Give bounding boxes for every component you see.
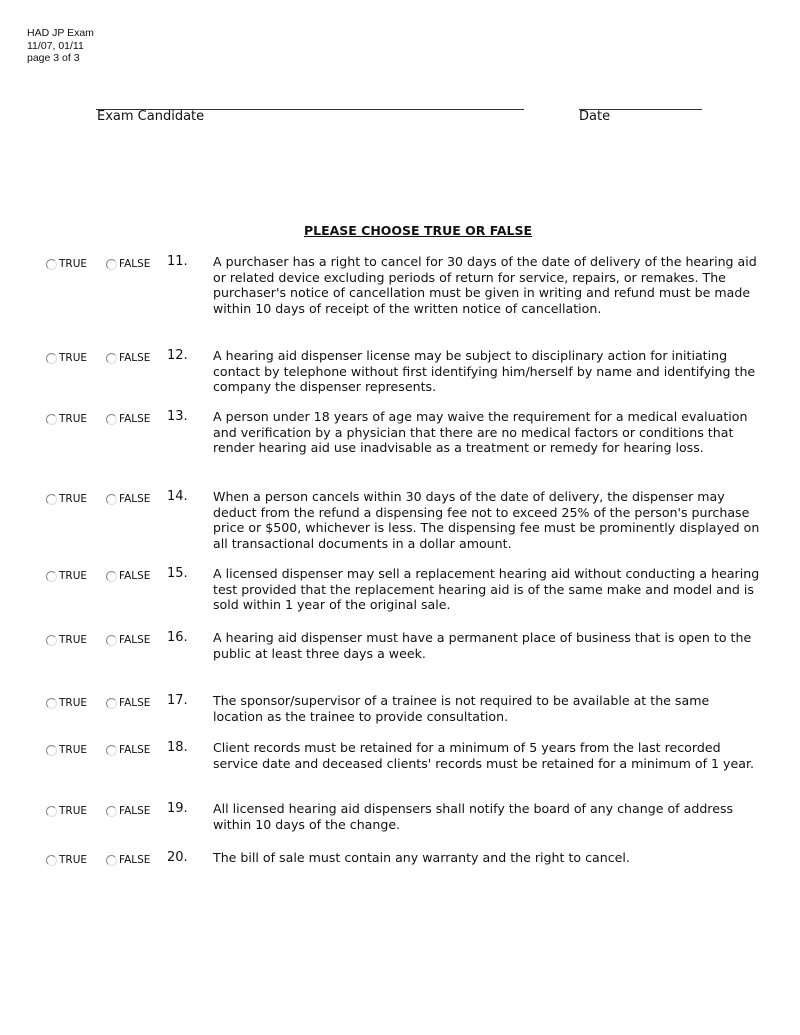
question-number: 11. (167, 254, 188, 269)
question-text: A person under 18 years of age may waive the requirement for a medical evaluation and verification by a physician that there are no medical factors or conditions that render hearing aid use inadvisable as a treatment or remedy for hearing loss. (213, 409, 748, 456)
candidate-label: Exam Candidate (97, 109, 205, 124)
false-option[interactable] (106, 697, 150, 709)
true-label: TRUE (59, 697, 88, 709)
radio-button-false[interactable] (106, 635, 117, 646)
question-number: 19. (167, 801, 188, 816)
false-option[interactable] (106, 634, 150, 646)
question-number: 20. (167, 850, 188, 865)
false-label: FALSE (119, 744, 151, 756)
true-label: TRUE (59, 570, 88, 582)
false-option[interactable] (106, 413, 150, 425)
question-number: 13. (167, 409, 188, 424)
true-label: TRUE (59, 854, 88, 866)
question-text: All licensed hearing aid dispensers shall notify the board of any change of address within 10 days of the change. (213, 801, 734, 832)
false-option[interactable] (106, 744, 150, 756)
question-text: The bill of sale must contain any warranty and the right to cancel. (213, 850, 630, 865)
true-option[interactable] (46, 570, 87, 582)
question-text: A purchaser has a right to cancel for 30 days of the date of delivery of the hearing aid or related device excluding periods of return for service, repairs, or remakes. The purchaser's notice of cancellation must be given in writing and refund must be made within 10 days of receipt of the written notice of cancellation. (213, 254, 757, 317)
false-label: FALSE (119, 352, 151, 364)
radio-button-false[interactable] (106, 414, 117, 425)
true-option[interactable] (46, 805, 87, 817)
true-label: TRUE (59, 352, 88, 364)
false-label: FALSE (119, 570, 151, 582)
radio-button-false[interactable] (106, 353, 117, 364)
true-option[interactable] (46, 854, 87, 866)
true-option[interactable] (46, 634, 87, 646)
true-option[interactable] (46, 493, 87, 505)
question-number: 16. (167, 630, 188, 645)
question-number: 15. (167, 566, 188, 581)
radio-button-true[interactable] (46, 353, 57, 364)
radio-button-true[interactable] (46, 745, 57, 756)
false-option[interactable] (106, 570, 150, 582)
true-label: TRUE (59, 413, 88, 425)
true-label: TRUE (59, 634, 88, 646)
radio-button-false[interactable] (106, 494, 117, 505)
page-title: PLEASE CHOOSE TRUE OR FALSE (303, 223, 533, 238)
question-number: 14. (167, 489, 188, 504)
true-option[interactable] (46, 744, 87, 756)
true-label: TRUE (59, 805, 88, 817)
question-text: The sponsor/supervisor of a trainee is not required to be available at the same location as the trainee to provide consultation. (213, 693, 710, 724)
false-label: FALSE (119, 805, 151, 817)
question-text: When a person cancels within 30 days of the date of delivery, the dispenser may deduct from the refund a dispensing fee not to exceed 25% of the person's purchase price or $500, whichever is less. The dispensing fee must be prominently displayed on all transactional documents in a dollar amount. (213, 489, 760, 552)
false-label: FALSE (119, 634, 151, 646)
radio-button-true[interactable] (46, 698, 57, 709)
true-option[interactable] (46, 258, 87, 270)
radio-button-true[interactable] (46, 571, 57, 582)
header-line: 11/07, 01/11 (27, 39, 84, 52)
radio-button-false[interactable] (106, 698, 117, 709)
radio-button-false[interactable] (106, 806, 117, 817)
page-header (27, 27, 94, 65)
header-line: HAD JP Exam (27, 27, 94, 39)
question-number: 17. (167, 693, 188, 708)
true-label: TRUE (59, 493, 88, 505)
radio-button-true[interactable] (46, 259, 57, 270)
false-label: FALSE (119, 413, 151, 425)
question-text: A licensed dispenser may sell a replacement hearing aid without conducting a hearing test provided that the replacement hearing aid is of the same make and model and is sold within 1 year of the original sale. (213, 566, 760, 613)
true-option[interactable] (46, 413, 87, 425)
true-option[interactable] (46, 352, 87, 364)
radio-button-false[interactable] (106, 855, 117, 866)
radio-button-true[interactable] (46, 494, 57, 505)
radio-button-true[interactable] (46, 855, 57, 866)
radio-button-false[interactable] (106, 571, 117, 582)
true-label: TRUE (59, 258, 88, 270)
false-label: FALSE (119, 258, 151, 270)
false-option[interactable] (106, 854, 150, 866)
header-line: page 3 of 3 (27, 52, 80, 64)
radio-button-false[interactable] (106, 259, 117, 270)
false-option[interactable] (106, 805, 150, 817)
false-label: FALSE (119, 493, 151, 505)
true-label: TRUE (59, 744, 88, 756)
question-text: A hearing aid dispenser license may be subject to disciplinary action for initiating contact by telephone without first identifying him/herself by name and identifying the company the dispenser represents. (213, 348, 756, 395)
false-option[interactable] (106, 352, 150, 364)
radio-button-true[interactable] (46, 635, 57, 646)
false-option[interactable] (106, 493, 150, 505)
question-number: 18. (167, 740, 188, 755)
radio-button-false[interactable] (106, 745, 117, 756)
question-text: A hearing aid dispenser must have a permanent place of business that is open to the public at least three days a week. (213, 630, 752, 661)
true-option[interactable] (46, 697, 87, 709)
false-label: FALSE (119, 697, 151, 709)
false-label: FALSE (119, 854, 151, 866)
question-number: 12. (167, 348, 188, 363)
false-option[interactable] (106, 258, 150, 270)
question-text: Client records must be retained for a minimum of 5 years from the last recorded service date and deceased clients' records must be retained for a minimum of 1 year. (213, 740, 754, 771)
radio-button-true[interactable] (46, 414, 57, 425)
radio-button-true[interactable] (46, 806, 57, 817)
date-label: Date (579, 109, 611, 124)
